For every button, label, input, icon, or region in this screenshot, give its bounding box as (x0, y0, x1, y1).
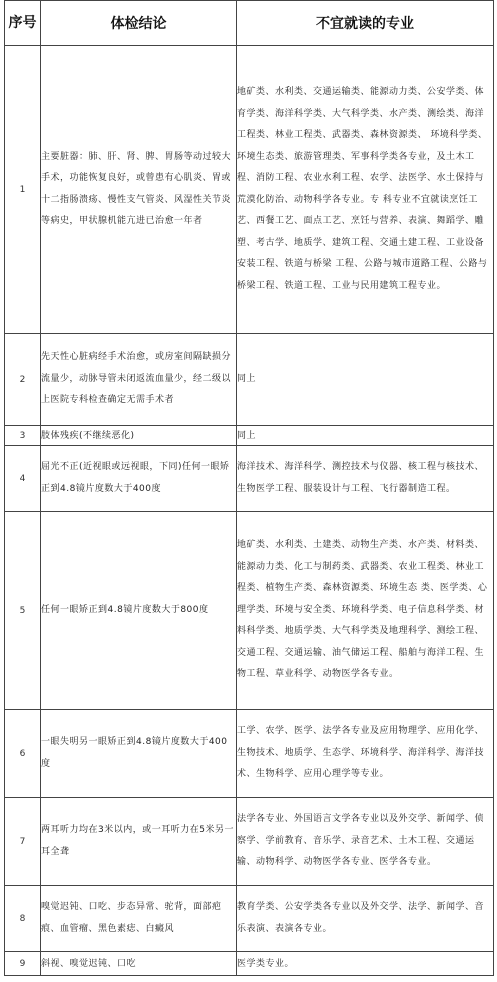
row-num: 7 (5, 798, 41, 886)
header-num (5, 1, 41, 46)
table-row (5, 798, 494, 886)
row-majors: 工学、农学、医学、法学各专业及应用物理学、应用化学、生物技术、地质学、生态学、环境科学、海洋科学、海洋技术、生物科学、应用心理学等专业。 (237, 710, 494, 798)
row-conclusion: 一眼失明另一眼矫正到4.8镜片度数大于400度 (41, 710, 237, 798)
row-majors: 同上 (237, 426, 494, 446)
header-num-text: 序号 (8, 15, 37, 31)
row-num: 3 (5, 426, 41, 446)
row-majors: 海洋技术、海洋科学、测控技术与仪器、核工程与核技术、生物医学工程、服装设计与工程、飞行器制造工程。 (237, 446, 494, 512)
row-conclusion: 任何一眼矫正到4.8镜片度数大于800度 (41, 512, 237, 710)
row-majors: 法学各专业、外国语言文学各专业以及外交学、新闻学、侦察学、学前教育、音乐学、录音艺术、土木工程、交通运输、动物科学、动物医学各专业、医学各专业。 (237, 798, 494, 886)
row-num: 2 (5, 334, 41, 426)
row-num: 1 (5, 46, 41, 334)
row-num: 6 (5, 710, 41, 798)
row-conclusion: 主要脏器：肺、肝、肾、脾、胃肠等动过较大手术，功能恢复良好，或曾患有心肌炎、胃或十二指肠溃疡、慢性支气管炎、风湿性关节炎等病史，甲状腺机能亢进已治愈一年者 (41, 46, 237, 334)
table-header-row (5, 1, 494, 46)
row-conclusion: 先天性心脏病经手术治愈，或房室间隔缺损分流量少，动脉导管未闭返流血量少，经二级以上医院专科检查确定无需手术者 (41, 334, 237, 426)
table-row (5, 46, 494, 334)
physical-exam-table (4, 0, 494, 976)
table-row (5, 446, 494, 512)
row-majors: 地矿类、水利类、土建类、动物生产类、水产类、材料类、能源动力类、化工与制药类、武器类、农业工程类、林业工程类、植物生产类、森林资源类、环境生态 类、医学类、心理学类、环境与安全类、环境科学类、电子信息科学类、材料科学类、地质学类、大气科学类及地理科学、测绘工程、交通工程、交通运输、油气储运工程、船舶与海洋工程、生物工程、草业科学、动物医学各专业。 (237, 512, 494, 710)
row-conclusion: 两耳听力均在3米以内，或一耳听力在5米另一耳全聋 (41, 798, 237, 886)
row-majors: 教育学类、公安学类各专业以及外交学、法学、新闻学、音乐表演、表演各专业。 (237, 886, 494, 952)
row-majors: 医学类专业。 (237, 952, 494, 976)
table-row (5, 512, 494, 710)
table-row (5, 710, 494, 798)
row-majors: 同上 (237, 334, 494, 426)
row-num: 4 (5, 446, 41, 512)
table-row (5, 886, 494, 952)
table-row (5, 952, 494, 976)
row-conclusion: 肢体残疾(不继续恶化) (41, 426, 237, 446)
row-num: 5 (5, 512, 41, 710)
row-conclusion: 嗅觉迟钝、口吃、步态异常、驼背，面部疤痕、血管瘤、黑色素痣、白癜风 (41, 886, 237, 952)
row-num: 9 (5, 952, 41, 976)
row-conclusion: 屈光不正(近视眼或远视眼，下同)任何一眼矫正到4.8镜片度数大于400度 (41, 446, 237, 512)
table-row (5, 334, 494, 426)
table-row (5, 426, 494, 446)
row-conclusion: 斜视、嗅觉迟钝、口吃 (41, 952, 237, 976)
row-majors: 地矿类、水利类、交通运输类、能源动力类、公安学类、体育学类、海洋科学类、大气科学类、水产类、测绘类、海洋工程类、林业工程类、武器类、森林资源类、 环境科学类、环境生态类、旅游管理类、军事科学类各专业，及土木工程、消防工程、农业水利工程、农学、法医学、水土保持与荒漠化防治、动物科学各专业。专 科专业不宜就读烹饪工艺、西餐工艺、面点工艺、烹饪与营养、表演、舞蹈学、雕塑、考古学、地质学、建筑工程、交通土建工程、工业设备安装工程、铁道与桥梁 工程、公路与城市道路工程、公路与桥梁工程、铁道工程、工业与民用建筑工程专业。 (237, 46, 494, 334)
row-num: 8 (5, 886, 41, 952)
header-conclusion: 体检结论 (41, 1, 237, 46)
header-majors: 不宜就读的专业 (237, 1, 494, 46)
